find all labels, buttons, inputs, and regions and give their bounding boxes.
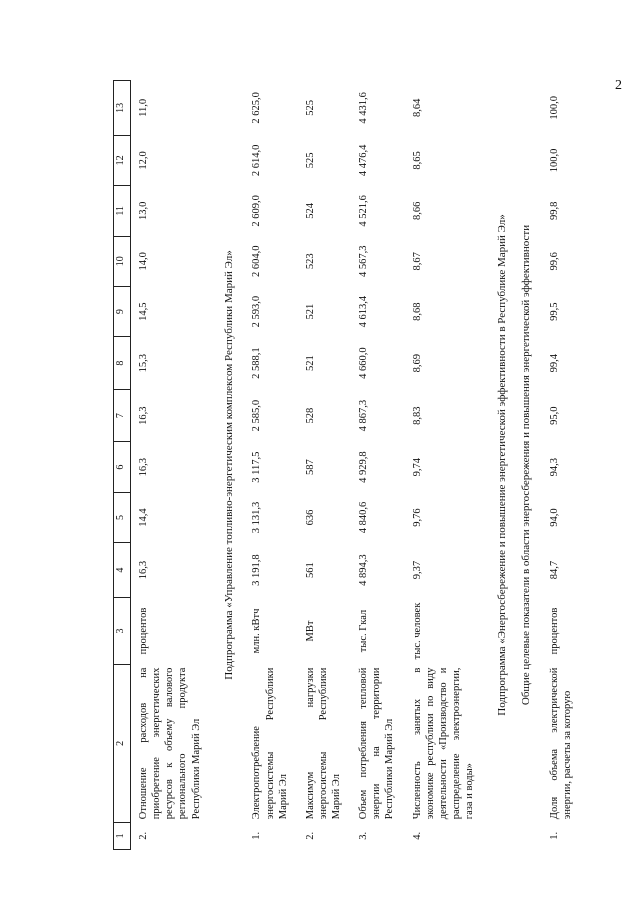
value-cell: 99,5 [548,302,560,321]
table-row [542,81,582,850]
indicator-name: Электропотребление энергосистемы Республики Марий Эл [251,667,289,820]
section-title: Подпрограмма «Энергосбережение и повышение энергетической эффективности в Республике Марий Эл» [496,214,509,716]
value-cell: 523 [304,253,316,270]
value-cell: 14,0 [138,252,149,271]
subsection-heading-row [518,81,542,850]
value-cell: 94,3 [548,457,560,477]
value-cell: 2 593,0 [251,295,263,328]
value-cell: 4 431,6 [358,92,370,124]
indicator-name: Отношение расходов на приобретение энергетических ресурсов к объему валового регионального продукта Республики Марий Эл [138,667,202,820]
table-row [244,81,297,850]
value-cell: 4 567,3 [358,245,370,277]
value-cell: 3 117,5 [251,451,263,483]
section-heading-row [211,81,245,850]
value-cell: 4 894,3 [358,554,370,586]
table-row [131,81,211,850]
indicator-name: Объем потребления тепловой энергии на территории Республики Марий Эл [358,667,396,820]
col-header: 8 [114,337,131,390]
value-cell: 525 [304,99,316,116]
table-row [351,81,404,850]
value-cell: 636 [304,509,316,526]
value-cell: 4 521,6 [358,195,370,227]
value-cell: 95,0 [548,406,560,425]
unit-cell: млн. кВтч [251,608,263,654]
value-cell: 16,3 [138,457,149,477]
col-header: 13 [114,81,131,136]
value-cell: 4 840,6 [358,501,370,534]
col-header: 5 [114,492,131,542]
value-cell: 100,0 [548,96,560,120]
col-header: 1 [114,822,131,849]
value-cell: 15,3 [138,353,149,373]
value-cell: 9,37 [411,560,423,580]
value-cell: 2 585,0 [251,399,263,432]
rotated-table-area [113,80,613,850]
value-cell: 12,0 [138,151,149,170]
indicator-name: Численность занятых в экономике республики по виду деятельности «Производство и распределение электроэнергии, газа и воды» [411,667,475,820]
value-cell: 4 867,3 [358,399,370,432]
header-row [114,81,131,850]
col-header: 12 [114,135,131,185]
value-cell: 528 [304,407,316,424]
indicator-name: Максимум нагрузки энергосистемы Республики Марий Эл [304,667,342,820]
col-header: 7 [114,389,131,442]
value-cell: 94,0 [548,508,560,527]
col-header: 6 [114,442,131,492]
section-heading-row [484,81,518,850]
col-header: 10 [114,236,131,286]
value-cell: 8,67 [411,252,423,271]
value-cell: 14,5 [138,302,149,321]
value-cell: 2 625,0 [251,92,263,124]
value-cell: 8,83 [411,406,423,425]
value-cell: 561 [304,562,316,578]
value-cell: 521 [304,303,316,320]
col-header: 2 [114,665,131,823]
value-cell: 8,66 [411,201,423,221]
value-cell: 525 [304,152,316,169]
value-cell: 14,4 [138,508,149,527]
unit-cell: процентов [138,607,149,655]
value-cell: 4 660,0 [358,347,370,379]
value-cell: 4 613,4 [358,295,370,328]
value-cell: 9,74 [411,457,423,477]
value-cell: 521 [304,355,316,372]
indicator-name: Доля объема электрической энергии, расчеты за которую [548,667,573,820]
table-row [298,81,351,850]
col-header: 4 [114,543,131,598]
value-cell: 8,64 [411,98,423,118]
value-cell: 3 131,3 [251,501,263,534]
col-header: 9 [114,286,131,336]
value-cell: 99,6 [548,252,560,271]
unit-cell: тыс. человек [411,602,423,660]
value-cell: 11,0 [138,98,149,117]
row-index: 2. [138,831,149,840]
unit-cell: МВт [304,620,316,642]
value-cell: 3 191,8 [251,554,263,586]
value-cell: 8,65 [411,151,423,170]
value-cell: 524 [304,202,316,219]
unit-cell: тыс. Гкал [358,609,370,653]
col-header: 11 [114,186,131,236]
row-index: 1. [251,831,263,840]
subsection-title: Общие целевые показатели в области энергосбережения и повышения энергетической эффективности [519,224,532,706]
row-index: 2. [304,831,316,840]
value-cell: 99,4 [548,353,560,373]
section-title: Подпрограмма «Управление топливно-энергетическим комплексом Республики Марий Эл» [222,250,235,680]
value-cell: 587 [304,459,316,475]
value-cell: 2 604,0 [251,245,263,277]
indicators-table [113,80,582,850]
value-cell: 99,8 [548,201,560,221]
value-cell: 8,68 [411,302,423,321]
row-index: 4. [411,831,423,840]
value-cell: 16,3 [138,406,149,425]
value-cell: 13,0 [138,201,149,221]
value-cell: 2 614,0 [251,144,263,177]
value-cell: 100,0 [548,148,560,173]
row-index: 3. [358,831,370,840]
unit-cell: процентов [548,607,560,655]
value-cell: 16,3 [138,560,149,580]
col-header: 3 [114,597,131,664]
value-cell: 4 476,4 [358,144,370,177]
value-cell: 8,69 [411,353,423,373]
table-row [405,81,485,850]
value-cell: 84,7 [548,560,560,580]
value-cell: 4 929,8 [358,451,370,483]
value-cell: 9,76 [411,508,423,527]
row-index: 1. [548,831,560,840]
page-number: 2 [615,78,622,93]
value-cell: 2 588,1 [251,347,263,379]
value-cell: 2 609,0 [251,195,263,227]
